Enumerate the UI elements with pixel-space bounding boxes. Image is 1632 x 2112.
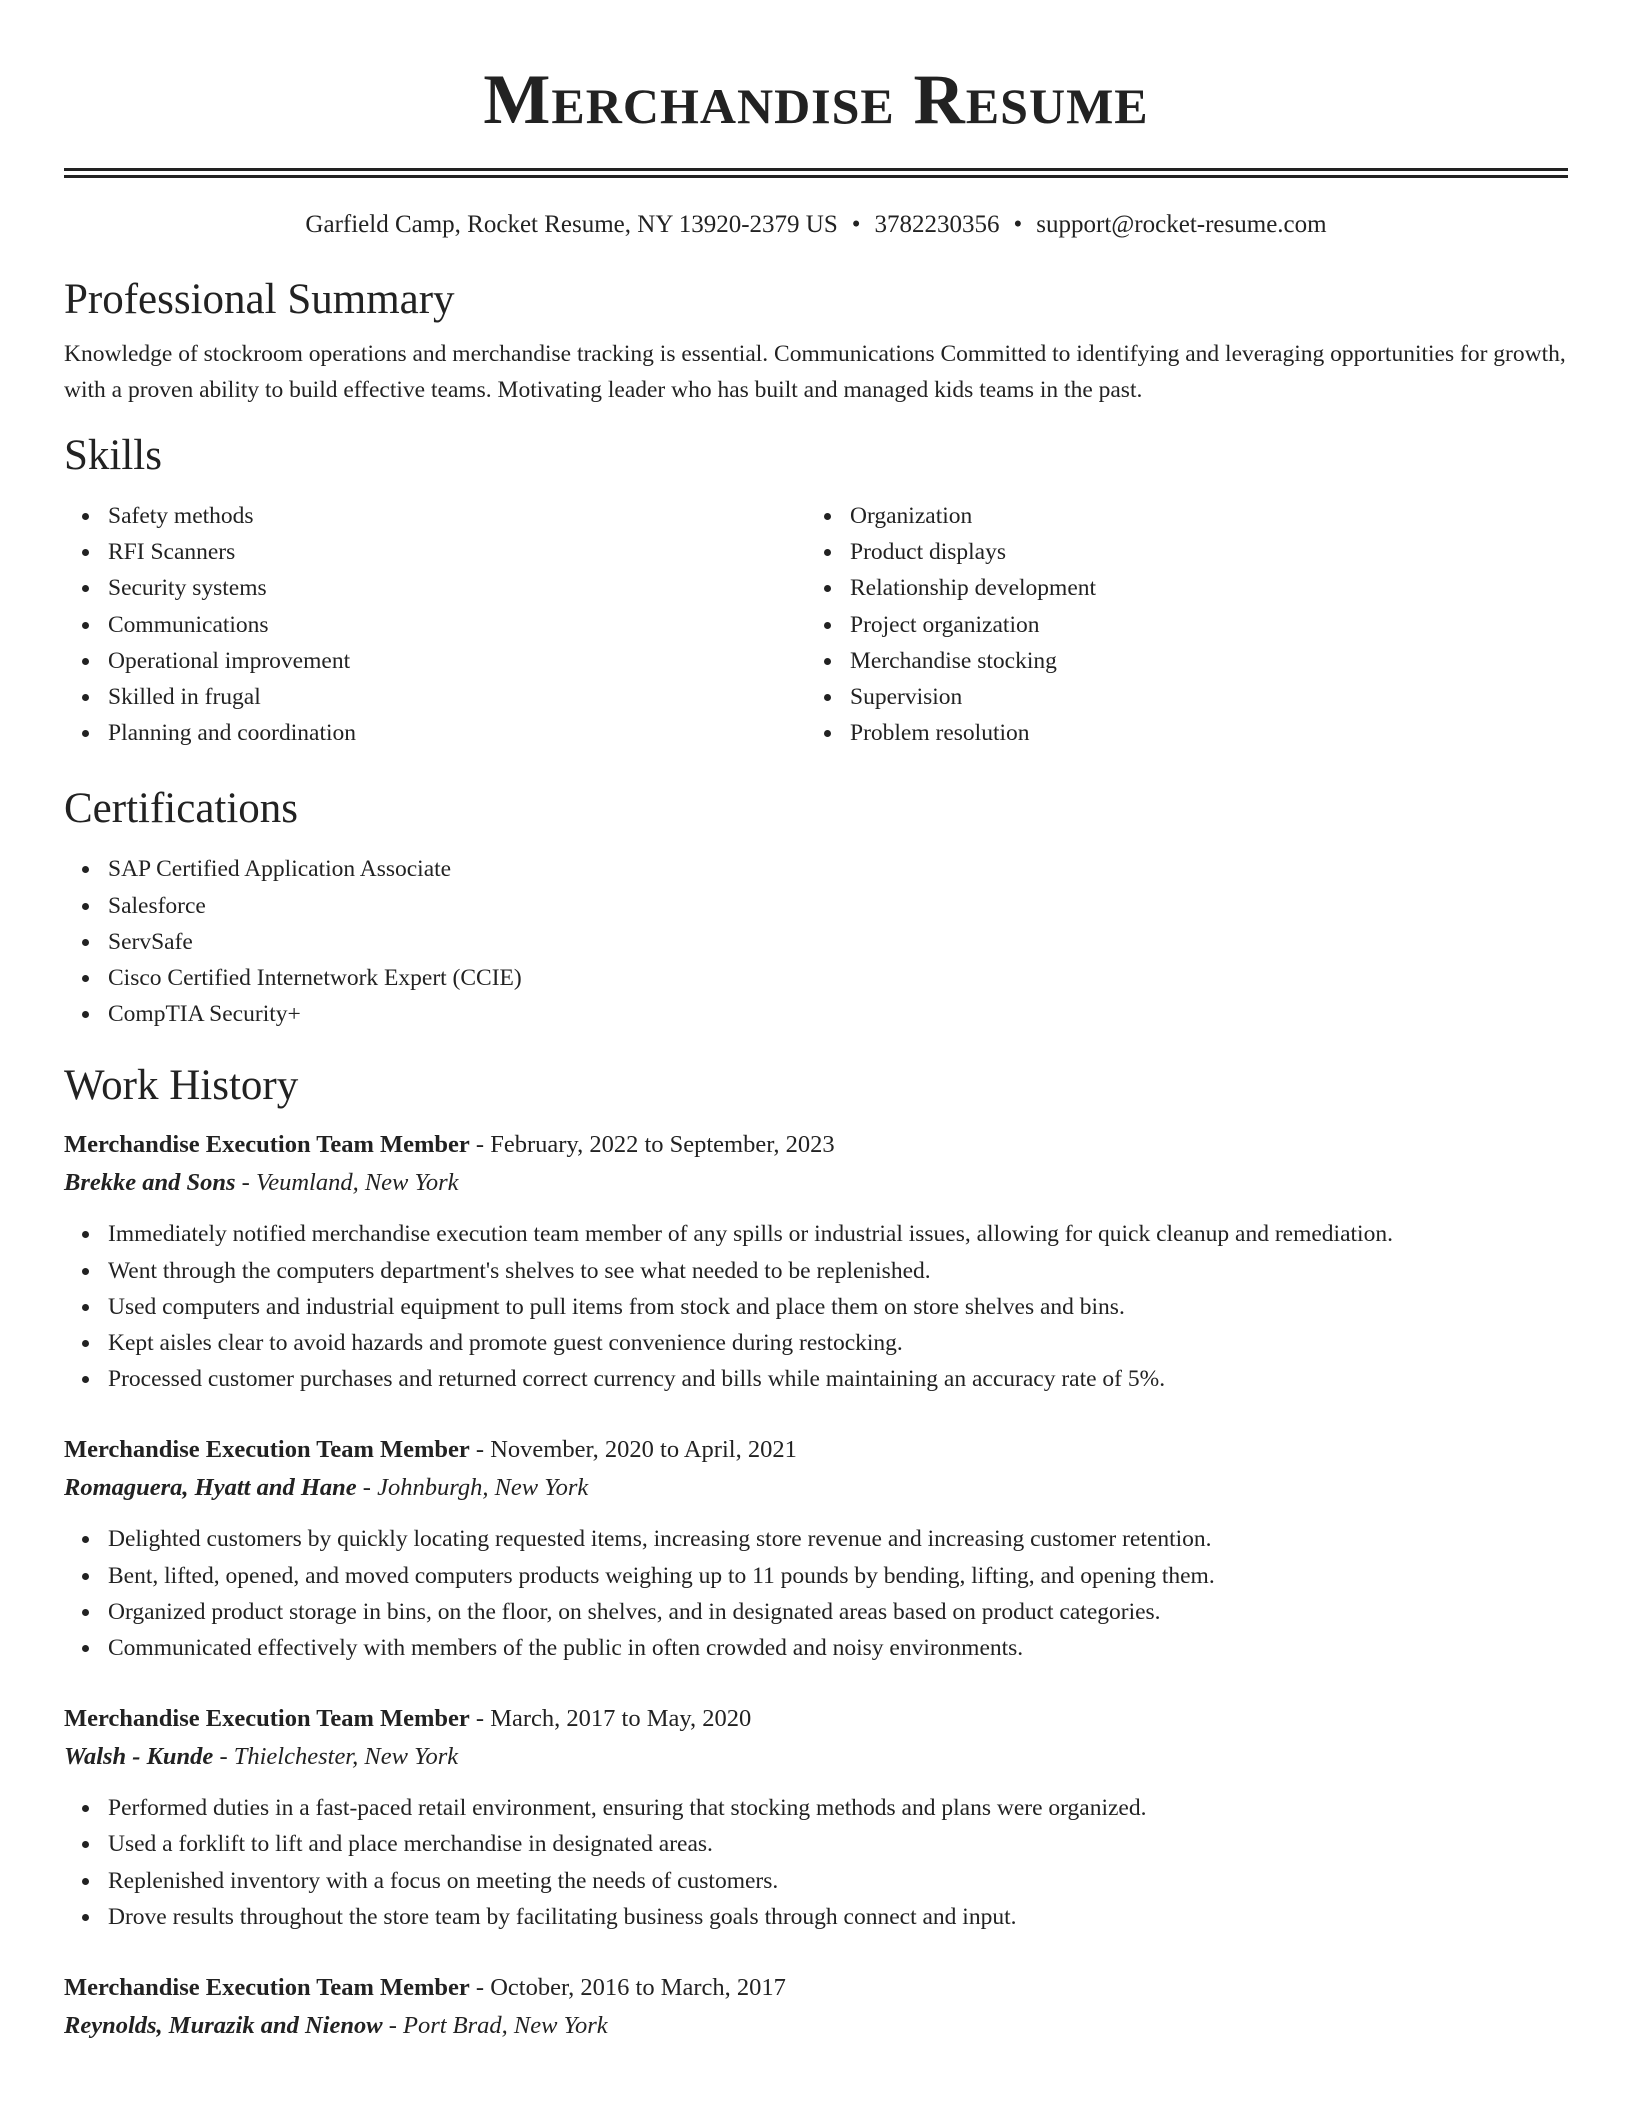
skills-section xyxy=(64,430,1568,751)
job-title-line: Merchandise Execution Team Member - February, 2022 to September, 2023 xyxy=(64,1131,835,1159)
skill-item: Operational improvement xyxy=(108,643,806,679)
skill-item: Planning and coordination xyxy=(108,715,806,751)
job-company: Brekke and Sons xyxy=(64,1169,236,1197)
professional-summary-section xyxy=(64,274,1568,408)
section-heading-skills: Skills xyxy=(64,432,162,479)
job-bullet: Went through the computers department's shelves to see what needed to be replenished. xyxy=(108,1253,1568,1289)
job-title: Merchandise Execution Team Member xyxy=(64,1974,470,2002)
resume-title: Merchandise Resume xyxy=(483,61,1149,139)
job-bullet: Communicated effectively with members of the public in often crowded and noisy environments. xyxy=(108,1630,1568,1666)
section-heading-work-history: Work History xyxy=(64,1062,299,1110)
skill-item: Product displays xyxy=(850,534,1548,570)
job-dates: October, 2016 to March, 2017 xyxy=(490,1974,786,2002)
skills-grid xyxy=(64,498,1568,751)
summary-text: Knowledge of stockroom operations and merchandise tracking is essential. Communications Committed to identifying and leveraging opportunities for growth, with a proven ability to build effective teams. Motivating leader who has built and managed kids teams in the past. xyxy=(64,341,1566,403)
job-entry xyxy=(64,1700,1568,1935)
certifications-list xyxy=(64,851,1568,1032)
job-company: Walsh - Kunde xyxy=(64,1743,214,1771)
skill-item: Safety methods xyxy=(108,498,806,534)
section-heading-summary: Professional Summary xyxy=(64,276,455,323)
job-company-line: Walsh - Kunde - Thielchester, New York xyxy=(64,1743,459,1771)
job-title: Merchandise Execution Team Member xyxy=(64,1436,470,1464)
job-dates: February, 2022 to September, 2023 xyxy=(490,1131,835,1159)
job-location: Veumland, New York xyxy=(255,1169,459,1197)
job-location: Johnburgh, New York xyxy=(377,1474,589,1502)
contact-line xyxy=(64,208,1568,242)
job-bullet: Immediately notified merchandise execution team member of any spills or industrial issues, allowing for quick cleanup and remediation. xyxy=(108,1216,1568,1252)
certifications-section xyxy=(64,783,1568,1032)
skill-item: Relationship development xyxy=(850,570,1548,606)
job-bullet: Bent, lifted, opened, and moved computers products weighing up to 11 pounds by bending, lifting, and opening them. xyxy=(108,1558,1568,1594)
job-bullet: Performed duties in a fast-paced retail environment, ensuring that stocking methods and plans were organized. xyxy=(108,1790,1568,1826)
contact-separator: • xyxy=(851,211,861,238)
job-bullet: Kept aisles clear to avoid hazards and promote guest convenience during restocking. xyxy=(108,1325,1568,1361)
job-title-line: Merchandise Execution Team Member - March, 2017 to May, 2020 xyxy=(64,1705,752,1733)
job-title: Merchandise Execution Team Member xyxy=(64,1705,470,1733)
skill-item: Problem resolution xyxy=(850,715,1548,751)
job-bullet: Replenished inventory with a focus on meeting the needs of customers. xyxy=(108,1863,1568,1899)
job-bullet: Delighted customers by quickly locating requested items, increasing store revenue and increasing customer retention. xyxy=(108,1521,1568,1557)
job-dates: March, 2017 to May, 2020 xyxy=(490,1705,752,1733)
work-history-section xyxy=(64,1060,1568,2045)
skill-item: Merchandise stocking xyxy=(850,643,1548,679)
job-location: Port Brad, New York xyxy=(402,2012,608,2040)
job-company-line: Reynolds, Murazik and Nienow - Port Brad, New York xyxy=(64,2012,608,2040)
job-company: Romaguera, Hyatt and Hane xyxy=(64,1474,357,1502)
contact-address: Garfield Camp, Rocket Resume, NY 13920-2379 US xyxy=(305,211,838,238)
skills-list-right xyxy=(806,498,1548,751)
job-company-line: Romaguera, Hyatt and Hane - Johnburgh, New York xyxy=(64,1474,589,1502)
job-company: Reynolds, Murazik and Nienow xyxy=(64,2012,383,2040)
job-entry xyxy=(64,1431,1568,1666)
certification-item: CompTIA Security+ xyxy=(108,996,1568,1032)
skill-item: Supervision xyxy=(850,679,1548,715)
skill-item: Communications xyxy=(108,607,806,643)
skills-column-left xyxy=(64,498,806,751)
job-title-line: Merchandise Execution Team Member - October, 2016 to March, 2017 xyxy=(64,1974,786,2002)
job-dates: November, 2020 to April, 2021 xyxy=(490,1436,797,1464)
job-bullet: Used a forklift to lift and place merchandise in designated areas. xyxy=(108,1826,1568,1862)
job-bullet: Organized product storage in bins, on the floor, on shelves, and in designated areas based on product categories. xyxy=(108,1594,1568,1630)
job-entry xyxy=(64,1969,1568,2045)
title-double-rule xyxy=(64,168,1568,178)
contact-phone: 3782230356 xyxy=(874,211,1000,238)
contact-separator: • xyxy=(1013,211,1023,238)
job-title-line: Merchandise Execution Team Member - November, 2020 to April, 2021 xyxy=(64,1436,797,1464)
skill-item: Security systems xyxy=(108,570,806,606)
certification-item: ServSafe xyxy=(108,924,1568,960)
job-entry xyxy=(64,1126,1568,1397)
job-title: Merchandise Execution Team Member xyxy=(64,1131,470,1159)
certification-item: Salesforce xyxy=(108,888,1568,924)
skills-list-left xyxy=(64,498,806,751)
skill-item: Project organization xyxy=(850,607,1548,643)
job-bullet: Used computers and industrial equipment to pull items from stock and place them on store shelves and bins. xyxy=(108,1289,1568,1325)
section-heading-certifications: Certifications xyxy=(64,785,299,833)
job-company-line: Brekke and Sons - Veumland, New York xyxy=(64,1169,459,1197)
contact-email: support@rocket-resume.com xyxy=(1036,211,1327,238)
job-bullet: Drove results throughout the store team by facilitating business goals through connect and input. xyxy=(108,1899,1568,1935)
skill-item: RFI Scanners xyxy=(108,534,806,570)
certification-item: Cisco Certified Internetwork Expert (CCIE) xyxy=(108,960,1568,996)
job-bullets xyxy=(64,1521,1568,1666)
skill-item: Skilled in frugal xyxy=(108,679,806,715)
job-bullets xyxy=(64,1216,1568,1397)
skills-column-right xyxy=(806,498,1548,751)
job-location: Thielchester, New York xyxy=(233,1743,459,1771)
certification-item: SAP Certified Application Associate xyxy=(108,851,1568,887)
skill-item: Organization xyxy=(850,498,1548,534)
job-bullet: Processed customer purchases and returned correct currency and bills while maintaining an accuracy rate of 5%. xyxy=(108,1361,1568,1397)
job-bullets xyxy=(64,1790,1568,1935)
